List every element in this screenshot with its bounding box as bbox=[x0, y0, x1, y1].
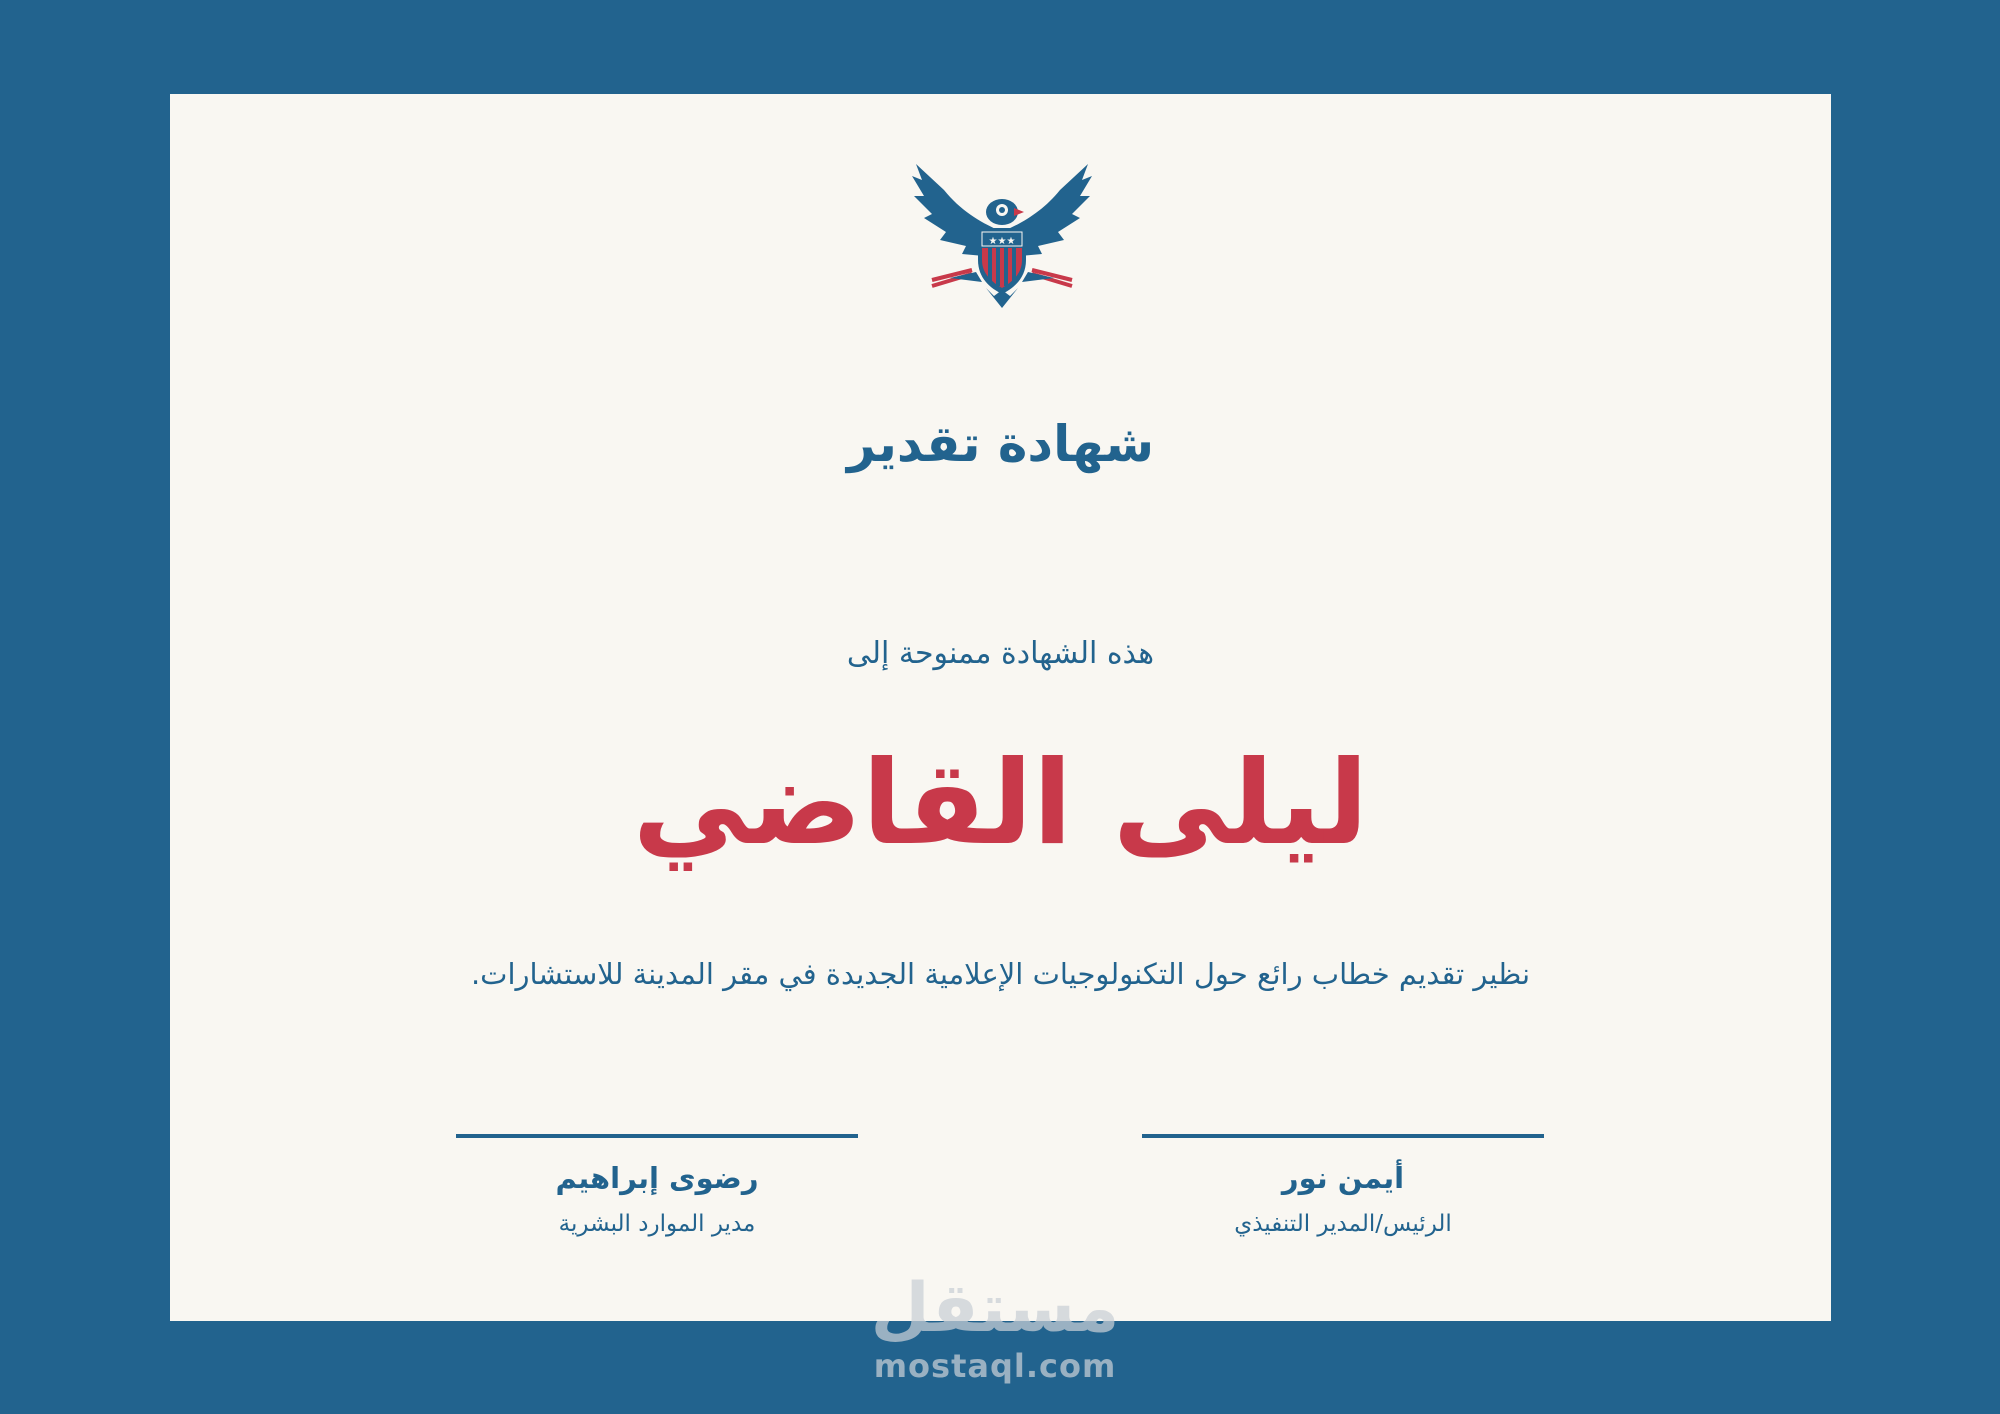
award-reason: نظير تقديم خطاب رائع حول التكنولوجيات الإعلامية الجديدة في مقر المدينة للاستشارات. bbox=[470, 957, 1531, 991]
signer-role: الرئيس/المدير التنفيذي bbox=[1234, 1211, 1452, 1237]
eagle-shield-icon bbox=[910, 160, 1094, 310]
certificate-title: شهادة تقدير bbox=[846, 415, 1155, 473]
certificate-card bbox=[170, 94, 1831, 1321]
signer-name: أيمن نور bbox=[1281, 1161, 1405, 1195]
signer-name: رضوى إبراهيم bbox=[555, 1161, 759, 1195]
signature-block-hr bbox=[456, 1134, 858, 1244]
watermark-latin: mostaql.com bbox=[873, 1347, 1117, 1385]
recipient-name: ليلى القاضي bbox=[632, 736, 1369, 871]
signature-line bbox=[456, 1134, 858, 1138]
presented-to-text: هذه الشهادة ممنوحة إلى bbox=[846, 636, 1155, 671]
svg-text:★★★: ★★★ bbox=[988, 236, 1016, 247]
mostaql-watermark bbox=[850, 1270, 1140, 1390]
signature-line bbox=[1142, 1134, 1544, 1138]
watermark-arabic: مستقل bbox=[870, 1269, 1120, 1348]
signature-block-ceo bbox=[1142, 1134, 1544, 1244]
signer-role: مدير الموارد البشرية bbox=[558, 1211, 756, 1237]
